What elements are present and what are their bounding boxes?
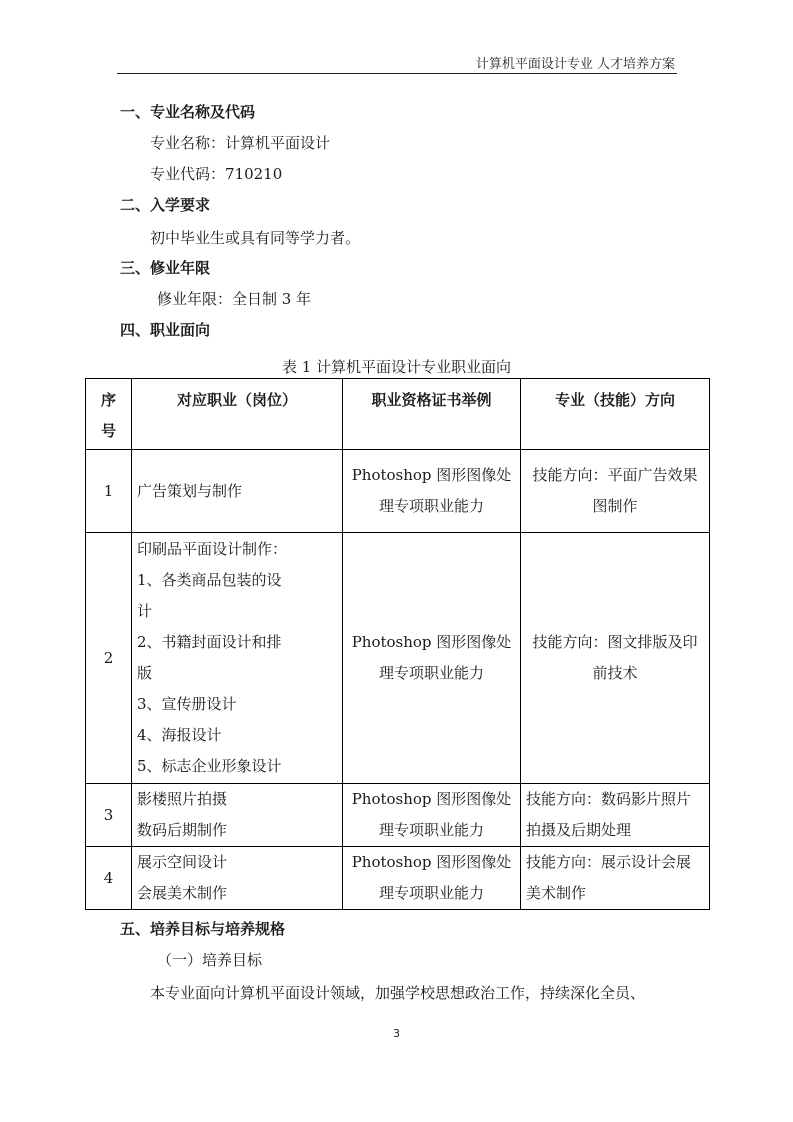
major-name-line: 专业名称：计算机平面设计 [150, 134, 331, 152]
row-direction: 技能方向：平面广告效果 图制作 [521, 450, 710, 533]
subsection-heading: （一）培养目标 [157, 951, 263, 969]
row-cert: Photoshop 图形图像处 理专项职业能力 [343, 847, 521, 910]
table-caption: 表 1 计算机平面设计专业职业面向 [281, 358, 512, 376]
row-no: 1 [86, 450, 132, 533]
row-no: 3 [86, 784, 132, 847]
row-cert: Photoshop 图形图像处 理专项职业能力 [343, 533, 521, 784]
row-job: 展示空间设计 会展美术制作 [132, 847, 343, 910]
table-row [86, 847, 710, 910]
running-header: 计算机平面设计专业 人才培养方案 [475, 57, 675, 72]
row-direction: 技能方向：图文排版及印 前技术 [521, 533, 710, 784]
header-no: 序 号 [86, 379, 132, 450]
page-number: 3 [393, 1027, 400, 1040]
row-direction: 技能方向：展示设计会展 美术制作 [521, 847, 710, 910]
header-direction: 专业（技能）方向 [521, 379, 710, 450]
row-job: 影楼照片拍摄 数码后期制作 [132, 784, 343, 847]
major-code-line: 专业代码：710210 [150, 165, 283, 183]
row-no: 2 [86, 533, 132, 784]
row-direction: 技能方向：数码影片照片 拍摄及后期处理 [521, 784, 710, 847]
occupation-table [85, 378, 710, 910]
row-cert: Photoshop 图形图像处 理专项职业能力 [343, 450, 521, 533]
header-cert: 职业资格证书举例 [343, 379, 521, 450]
row-no: 4 [86, 847, 132, 910]
section-5-heading: 五、培养目标与培养规格 [120, 920, 286, 938]
table-row [86, 533, 710, 784]
header-rule [117, 73, 677, 74]
duration-text: 修业年限：全日制 3 年 [157, 290, 312, 308]
section-4-heading: 四、职业面向 [120, 321, 211, 339]
row-cert: Photoshop 图形图像处 理专项职业能力 [343, 784, 521, 847]
section-1-heading: 一、专业名称及代码 [120, 103, 256, 121]
table-header-row [86, 379, 710, 450]
row-job: 印刷品平面设计制作： 1、各类商品包装的设 计 2、书籍封面设计和排 版 3、宣传册设计 4、海报设计 5、标志企业形象设计 [132, 533, 343, 784]
header-job: 对应职业（岗位） [132, 379, 343, 450]
section-3-heading: 三、修业年限 [120, 259, 211, 277]
section-2-heading: 二、入学要求 [120, 196, 211, 214]
body-paragraph: 本专业面向计算机平面设计领域，加强学校思想政治工作，持续深化全员、 [150, 984, 646, 1002]
admission-text: 初中毕业生或具有同等学力者。 [150, 229, 361, 247]
row-job: 广告策划与制作 [132, 450, 343, 533]
table-row [86, 450, 710, 533]
table-row [86, 784, 710, 847]
